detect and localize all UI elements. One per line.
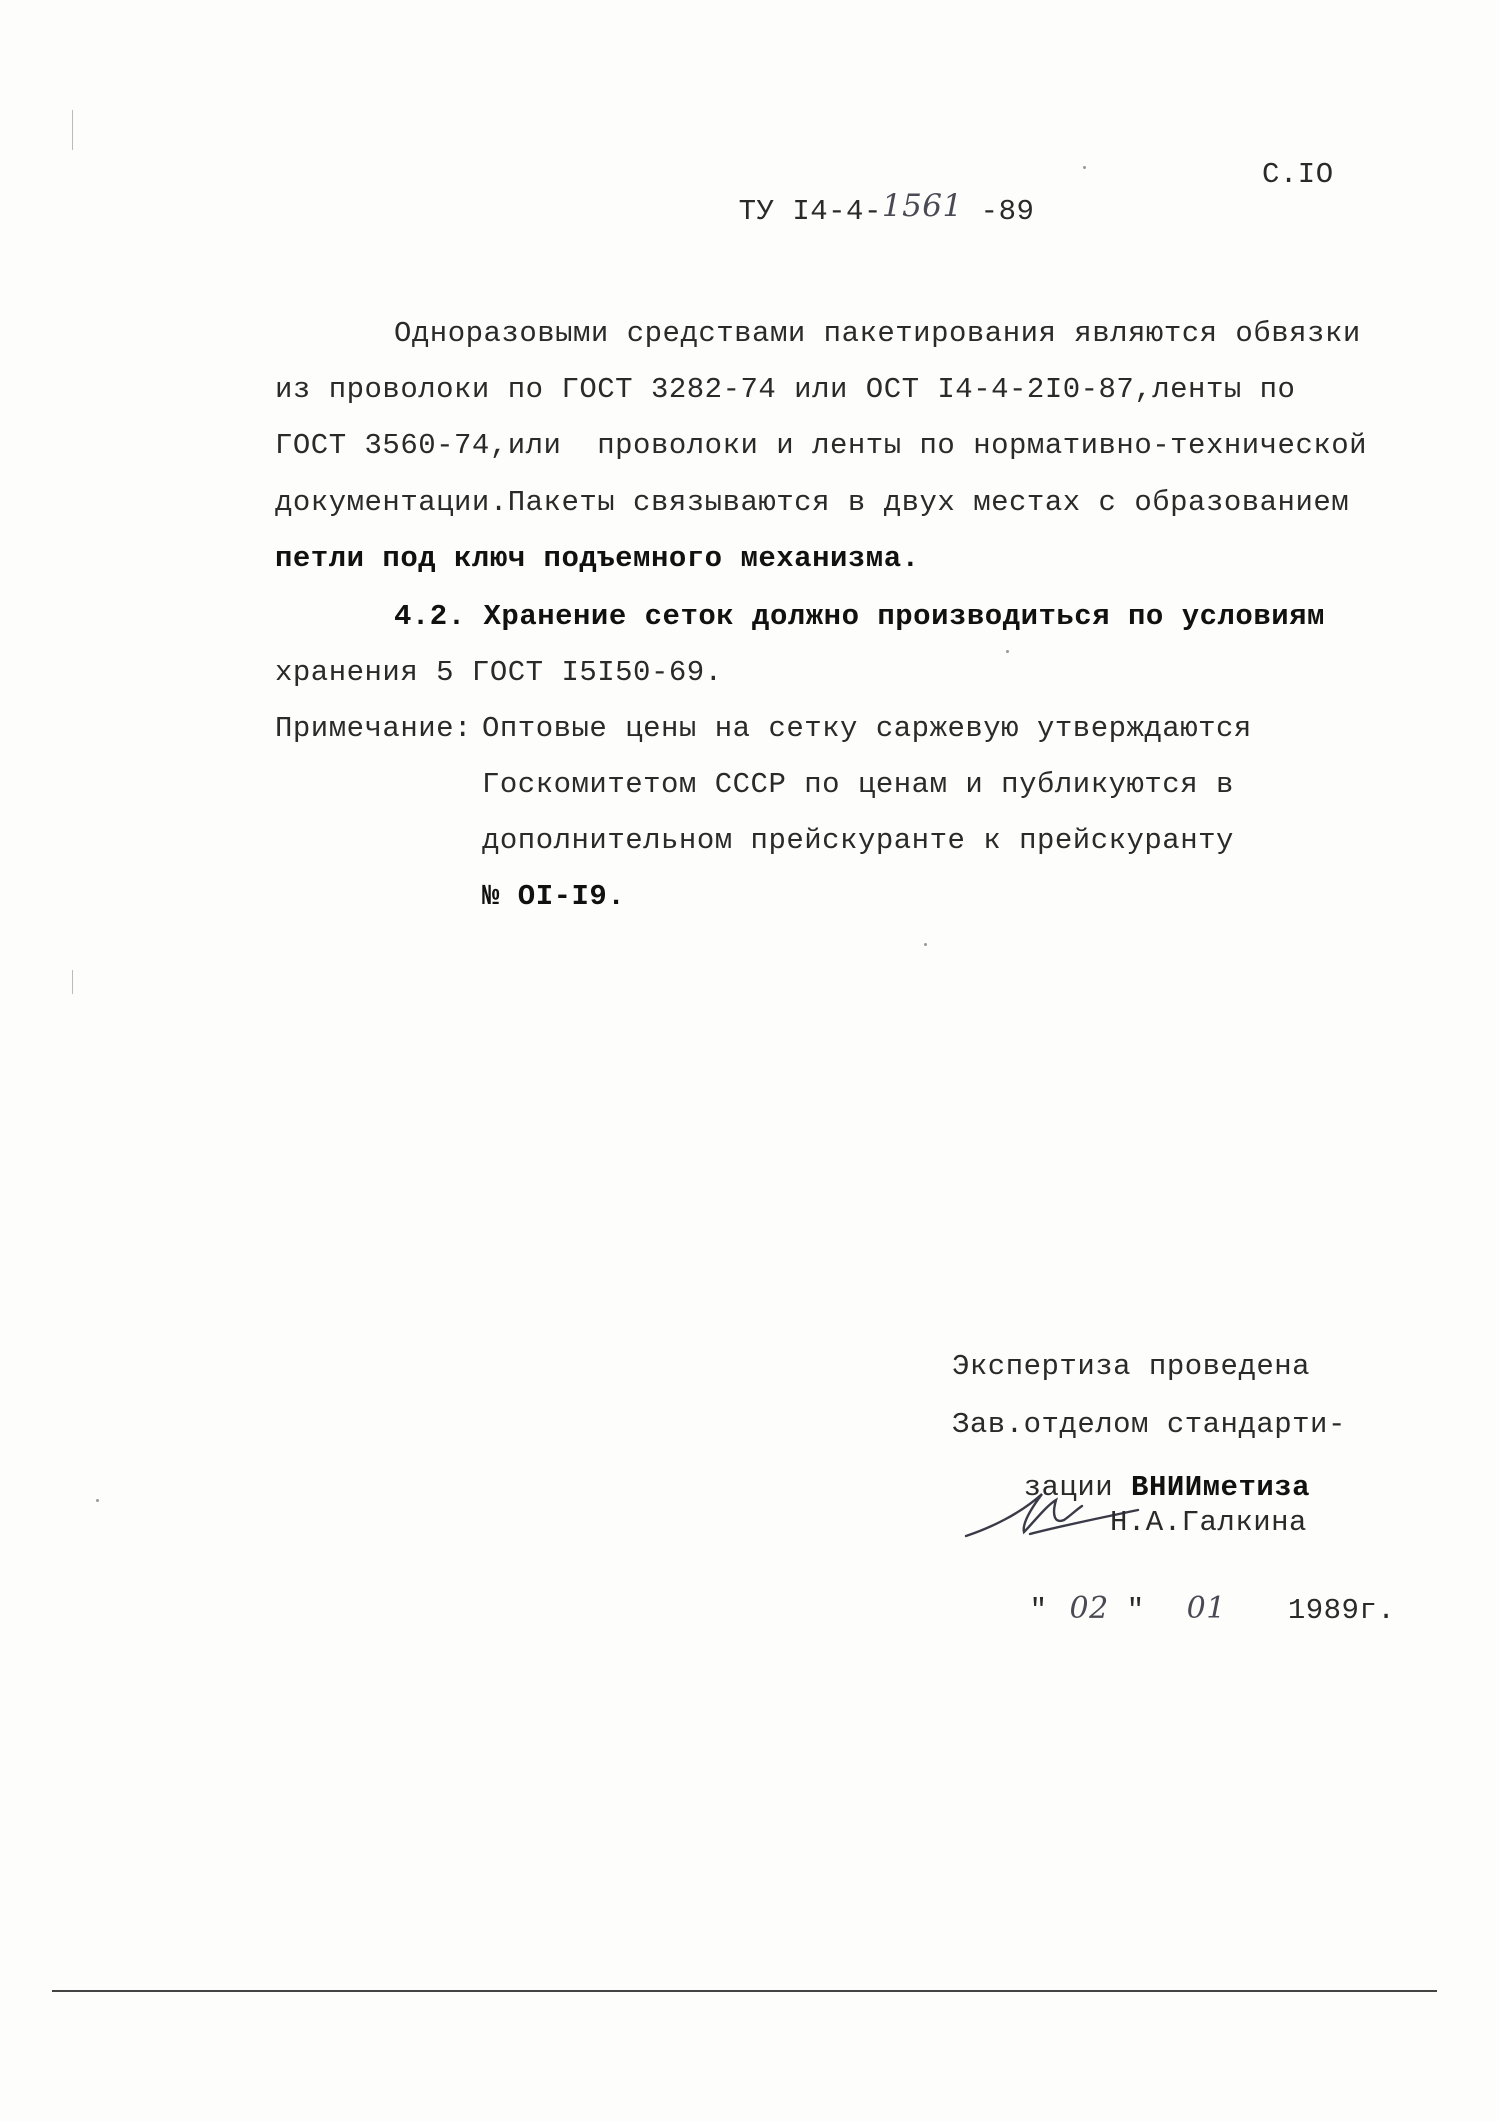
organization-prefix: зации: [1023, 1471, 1132, 1504]
department-line: Зав.отделом стандарти-: [952, 1408, 1346, 1441]
doc-prefix: ТУ I4-4-: [738, 195, 882, 228]
organization-name: ВНИИметиза: [1131, 1471, 1311, 1504]
note-line: дополнительном прейскуранте к прейскуранту: [482, 824, 1234, 857]
scan-speck: [1083, 166, 1086, 169]
signer-name: Н.А.Галкина: [1110, 1506, 1307, 1539]
paragraph1-line: из проволоки по ГОСТ 3282-74 или ОСТ I4-4-2I0-87,ленты по: [275, 373, 1296, 406]
paragraph1-line: Одноразовыми средствами пакетирования являются обвязки: [394, 317, 1361, 350]
date-day: 02: [1069, 1591, 1109, 1626]
note-line: Госкомитетом СССР по ценам и публикуются в: [482, 768, 1234, 801]
paragraph2-line: 4.2. Хранение сеток должно производиться по условиям: [394, 600, 1325, 633]
paragraph1-line: петли под ключ подъемного механизма.: [275, 542, 920, 575]
date-close-quote: ": [1126, 1594, 1145, 1627]
expertise-line: Экспертиза проведена: [952, 1350, 1311, 1383]
date-year: 1989г.: [1287, 1594, 1396, 1627]
doc-designation: [667, 158, 1034, 261]
approval-date: [958, 1558, 1395, 1660]
bottom-rule: [52, 1990, 1437, 1992]
note-line: Оптовые цены на сетку саржевую утверждаются: [482, 712, 1252, 745]
doc-suffix: -89: [962, 195, 1035, 228]
note-line: № OI-I9.: [482, 880, 626, 913]
paragraph1-line: ГОСТ 3560-74,или проволоки и ленты по нормативно-технической: [275, 429, 1368, 462]
note-label: Примечание:: [275, 712, 472, 745]
page-number: С.IO: [1262, 158, 1334, 191]
scan-speck: [96, 1499, 99, 1502]
scan-speck: [1006, 650, 1009, 653]
date-month: 01: [1186, 1591, 1226, 1626]
paragraph1-line: документации.Пакеты связываются в двух местах с образованием: [275, 486, 1350, 519]
scan-speck: [924, 943, 927, 946]
scan-edge-mark: [72, 110, 73, 150]
paragraph2-line: хранения 5 ГОСТ I5I50-69.: [275, 656, 723, 689]
date-open-quote: ": [1029, 1594, 1048, 1627]
scan-edge-mark: [72, 970, 73, 994]
doc-number-handwritten: 1561: [881, 188, 963, 224]
